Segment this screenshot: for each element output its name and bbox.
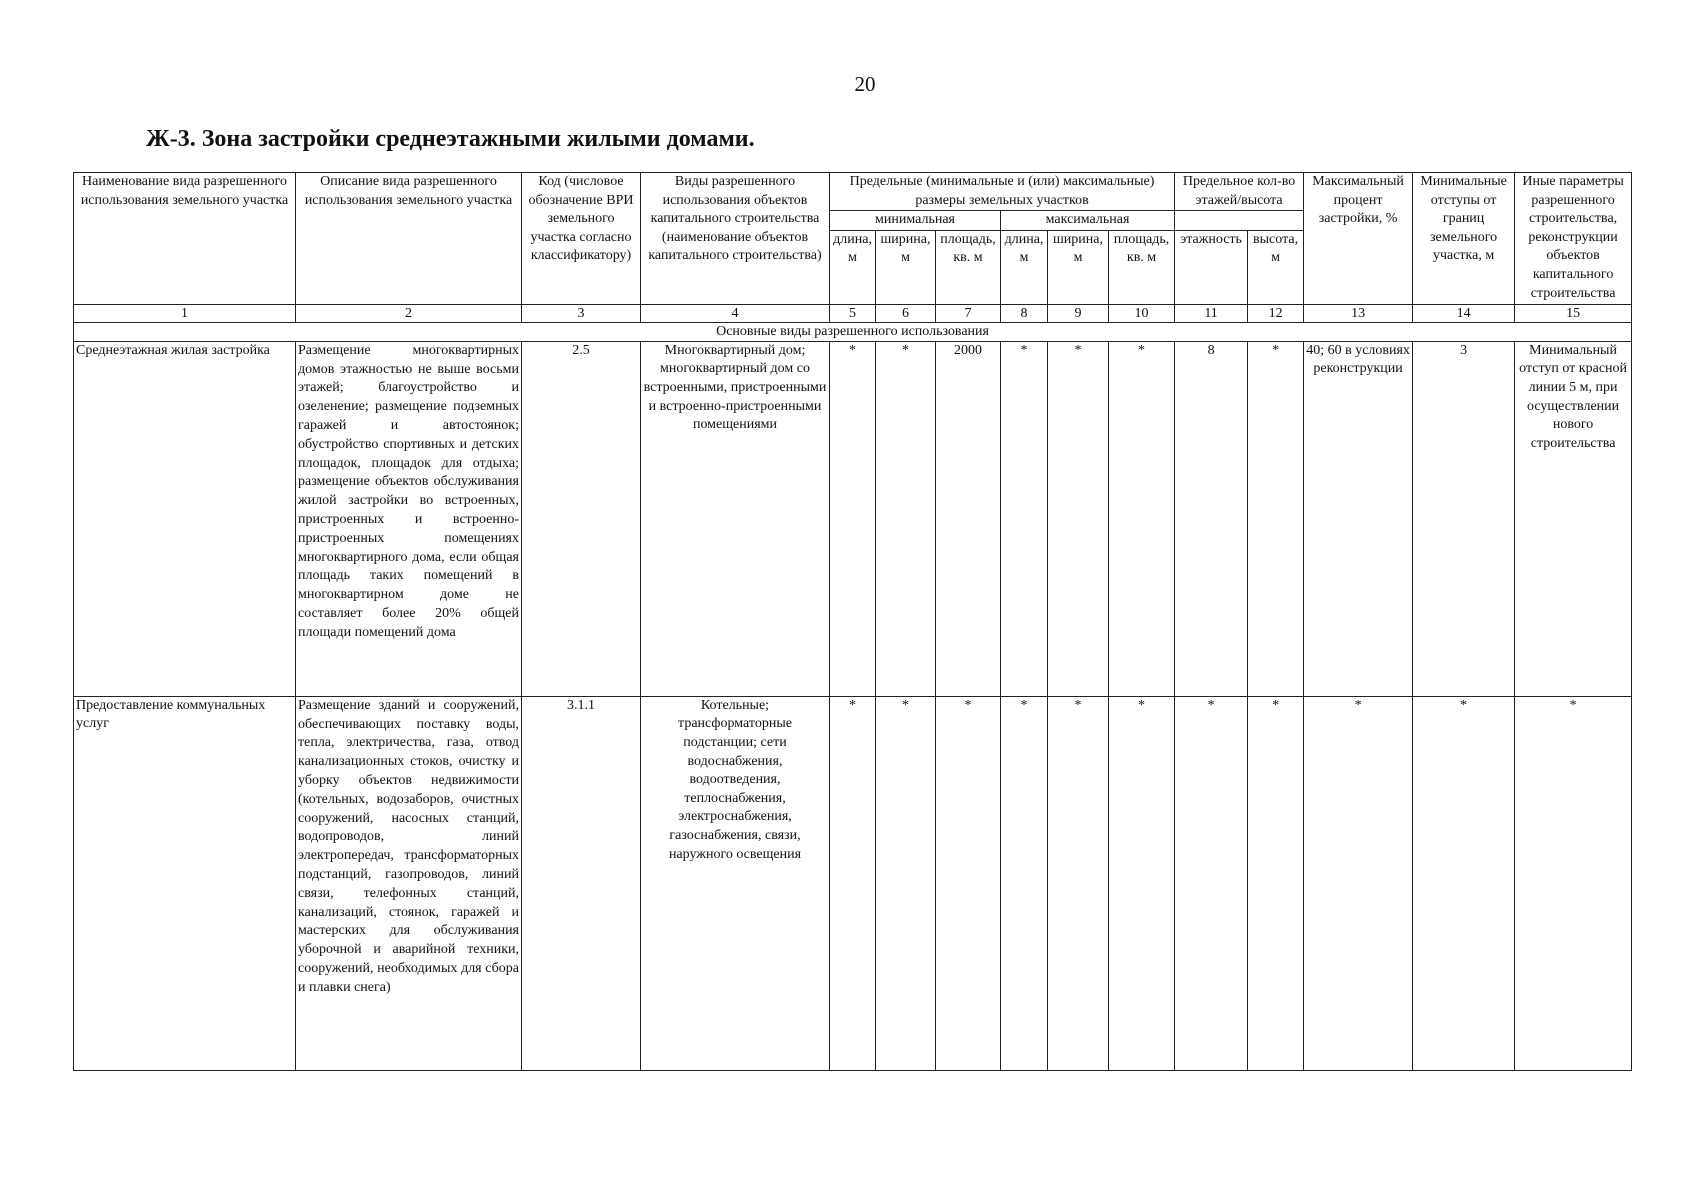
use-description-cell: Размещение многоквартирных домов этажностью не выше восьми этажей; благоустройство и озеленение; размещение подземных гаражей и автостоянок; обустройство спортивных и детских площадок, площадок для отдыха; размещение объектов обслуживания жилой застройки во встроенных, пристроенных и встроенно- пристроенных помещениях многоквартирного дома, если общая площадь таких помещений в многоквартирном доме не составляет более 20% общей площади помещений дома [296, 341, 522, 696]
header-min-setback: Минимальные отступы от границ земельного участка, м [1413, 173, 1515, 305]
header-max-percent: Максимальный процент застройки, % [1304, 173, 1413, 305]
code-cell: 3.1.1 [522, 696, 641, 1070]
table-row [74, 696, 1632, 1070]
min-width-cell: * [876, 341, 936, 696]
header-max-length: длина, м [1001, 230, 1048, 304]
header-max-width: ширина, м [1048, 230, 1109, 304]
page-title: Ж-3. Зона застройки среднеэтажными жилыми домами. [146, 126, 755, 152]
header-other-params: Иные параметры разрешенного строительства, реконструкции объектов капитального строительства [1515, 173, 1632, 305]
header-minimum: минимальная [830, 211, 1001, 231]
header-height: высота, м [1248, 230, 1304, 304]
max-percent-cell: 40; 60 в условиях реконструкции [1304, 341, 1413, 696]
column-number: 3 [522, 304, 641, 322]
table-row [74, 341, 1632, 696]
min-width-cell: * [876, 696, 936, 1070]
column-number: 9 [1048, 304, 1109, 322]
column-number-row [74, 304, 1632, 322]
min-setback-cell: * [1413, 696, 1515, 1070]
object-types-cell: Многоквартирный дом; многоквартирный дом со встроенными, пристроенными и встроенно-пристроенными помещениями [641, 341, 830, 696]
column-number: 14 [1413, 304, 1515, 322]
height-cell: * [1248, 341, 1304, 696]
max-area-cell: * [1109, 696, 1175, 1070]
header-object-types: Виды разрешенного использования объектов капитального строительства (наименование объектов капитального строительства) [641, 173, 830, 305]
object-types-cell: Котельные; трансформаторные подстанции; сети водоснабжения, водоотведения, теплоснабжения, электроснабжения, газоснабжения, связи, наружного освещения [641, 696, 830, 1070]
column-number: 11 [1175, 304, 1248, 322]
column-number: 7 [936, 304, 1001, 322]
code-cell: 2.5 [522, 341, 641, 696]
use-name-cell: Предоставление коммунальных услуг [74, 696, 296, 1070]
column-number: 13 [1304, 304, 1413, 322]
max-width-cell: * [1048, 341, 1109, 696]
header-max-area: площадь, кв. м [1109, 230, 1175, 304]
column-number: 10 [1109, 304, 1175, 322]
other-params-cell: * [1515, 696, 1632, 1070]
header-floors: этажность [1175, 230, 1248, 304]
max-length-cell: * [1001, 341, 1048, 696]
max-width-cell: * [1048, 696, 1109, 1070]
header-maximum: максимальная [1001, 211, 1175, 231]
floors-cell: * [1175, 696, 1248, 1070]
column-number: 4 [641, 304, 830, 322]
use-description-cell: Размещение зданий и сооружений, обеспечивающих поставку воды, тепла, электричества, газа, отвод канализационных стоков, очистку и уборку объектов недвижимости (котельных, водозаборов, очистных сооружений, насосных станций, водопроводов, линий электропередач, трансформаторных подстанций, газопроводов, линий связи, телефонных станций, канализаций, стоянок, гаражей и мастерских для обслуживания уборочной и аварийной техники, сооружений, необходимых для сбора и плавки снега) [296, 696, 522, 1070]
header-floors-group: Предельное кол-во этажей/высота [1175, 173, 1304, 211]
header-code: Код (числовое обозначение ВРИ земельного участка согласно классификатору) [522, 173, 641, 305]
header-use-description: Описание вида разрешенного использования земельного участка [296, 173, 522, 305]
header-min-area: площадь, кв. м [936, 230, 1001, 304]
column-number: 1 [74, 304, 296, 322]
zone-parameters-table [73, 172, 1632, 1071]
max-length-cell: * [1001, 696, 1048, 1070]
header-use-name: Наименование вида разрешенного использования земельного участка [74, 173, 296, 305]
height-cell: * [1248, 696, 1304, 1070]
column-number: 15 [1515, 304, 1632, 322]
header-plot-sizes: Предельные (минимальные и (или) максимальные) размеры земельных участков [830, 173, 1175, 211]
min-area-cell: 2000 [936, 341, 1001, 696]
other-params-cell: Минимальный отступ от красной линии 5 м, при осуществлении нового строительства [1515, 341, 1632, 696]
column-number: 12 [1248, 304, 1304, 322]
column-number: 2 [296, 304, 522, 322]
column-number: 8 [1001, 304, 1048, 322]
min-setback-cell: 3 [1413, 341, 1515, 696]
column-number: 5 [830, 304, 876, 322]
use-name-cell: Среднеэтажная жилая застройка [74, 341, 296, 696]
header-min-width: ширина, м [876, 230, 936, 304]
min-area-cell: * [936, 696, 1001, 1070]
floors-cell: 8 [1175, 341, 1248, 696]
min-length-cell: * [830, 696, 876, 1070]
section-header-row [74, 322, 1632, 341]
column-number: 6 [876, 304, 936, 322]
max-percent-cell: * [1304, 696, 1413, 1070]
section-title: Основные виды разрешенного использования [74, 322, 1632, 341]
page-number: 20 [854, 72, 876, 96]
min-length-cell: * [830, 341, 876, 696]
header-min-length: длина, м [830, 230, 876, 304]
max-area-cell: * [1109, 341, 1175, 696]
header-floors-spacer [1175, 211, 1304, 231]
